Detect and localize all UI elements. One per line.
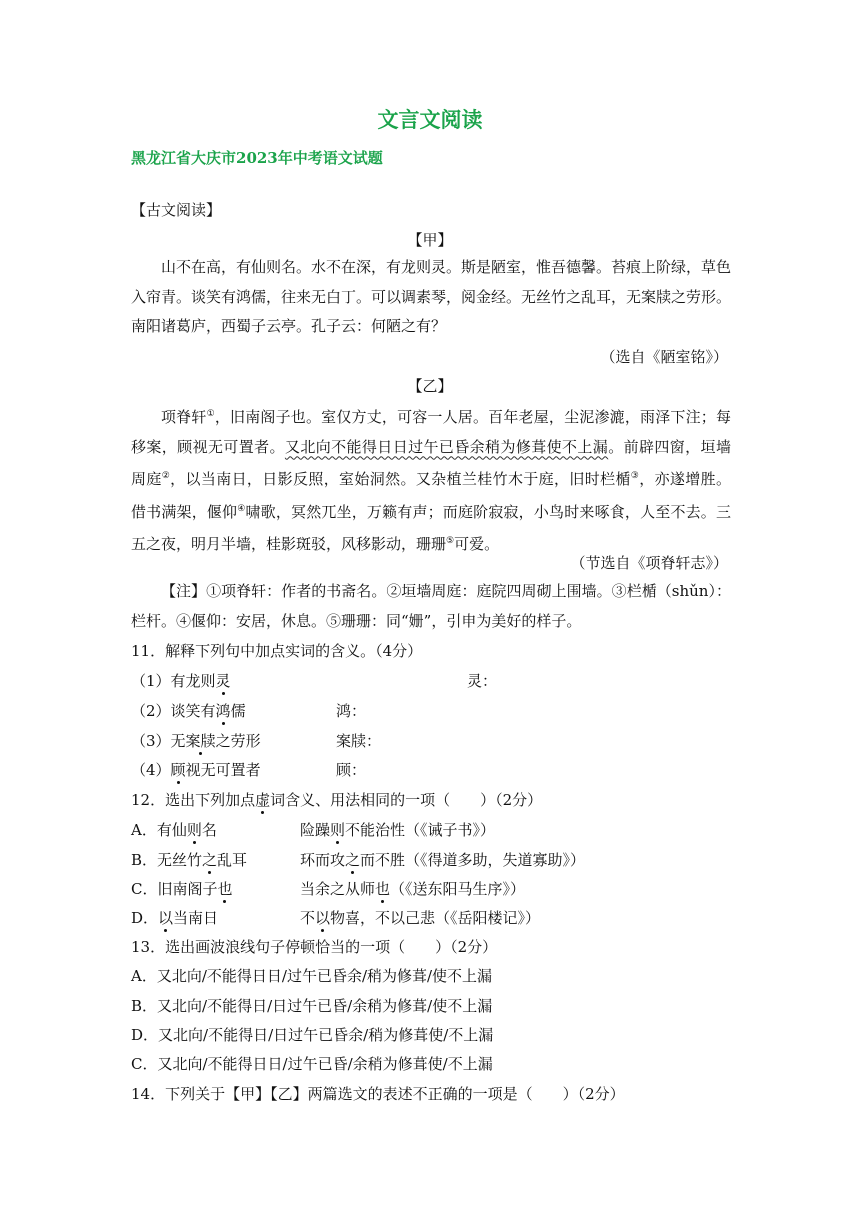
- yi-heading: 【乙】: [407, 377, 453, 395]
- page-title: 文言文阅读: [377, 107, 483, 132]
- q14-stem: 14．下列关于【甲】【乙】两篇选文的表述不正确的一项是（ ）（2分）: [131, 1085, 625, 1103]
- q13-option: B．又北向/不能得日/日过午已昏/余稍为修葺/使不上漏: [131, 997, 493, 1015]
- q13-option: C．又北向/不能得日日/过午已昏/余稍为修葺使/不上漏: [131, 1055, 493, 1073]
- q13-stem: 13．选出画波浪线句子停顿恰当的一项（ ）（2分）: [131, 938, 498, 956]
- section-label: 【古文阅读】: [131, 201, 222, 219]
- page-subtitle: 黑龙江省大庆市2023年中考语文试题: [131, 149, 383, 167]
- q11-item: （4）顾视无可置者 顾：: [131, 761, 367, 779]
- q12-option: C．旧南阁子也 当余之从师也（《送东阳马生序》）: [131, 880, 526, 898]
- q11-item: （3）无案牍之劳形 案牍：: [131, 732, 382, 750]
- q11-stem: 11．解释下列句中加点实词的含义。（4分）: [131, 642, 423, 660]
- q12-option: A．有仙则名 险躁则不能治性（《诫子书》）: [131, 821, 496, 839]
- annotation-note: 【注】①项脊轩：作者的书斋名。②垣墙周庭：庭院四周砌上围墙。③栏楯（shǔn）：栏杆。④偃仰：安居，休息。⑤珊珊：同“姗”，引申为美好的样子。: [131, 582, 731, 630]
- q12-stem: 12．选出下列加点虚词含义、用法相同的一项（ ）（2分）: [131, 791, 543, 809]
- yi-source: （节选自《项脊轩志》）: [570, 554, 728, 572]
- q13-option: A．又北向/不能得日日/过午已昏余/稍为修葺/使不上漏: [131, 967, 493, 985]
- q13-option: D．又北向/不能得日/日过午已昏余/稍为修葺使/不上漏: [131, 1026, 494, 1044]
- q12-option: B．无丝竹之乱耳 环而攻之而不胜（《得道多助，失道寡助》）: [131, 851, 586, 869]
- yi-paragraph: 项脊轩①，旧南阁子也。室仅方丈，可容一人居。百年老屋，尘泥渗漉，雨泽下注；每移案，顾视无可置者。又北向不能得日日过午已昏余稍为修葺使不上漏。前辟四窗，垣墙周庭②，以当南日，日影反照，室始洞然。又杂植兰桂竹木于庭，旧时栏楯③，亦遂增胜。借书满架，偃仰④啸歌，冥然兀坐，万籁有声；而庭阶寂寂，小鸟时来啄食，人至不去。三五之夜，明月半墙，桂影斑驳，风移影动，珊珊⑤可爱。: [131, 408, 731, 553]
- jia-heading: 【甲】: [407, 231, 453, 249]
- q11-item: （2）谈笑有鸿儒 鸿：: [131, 702, 367, 720]
- q12-option: D．以当南日 不以物喜，不以己悲（《岳阳楼记》）: [131, 909, 541, 927]
- jia-paragraph: 山不在高，有仙则名。水不在深，有龙则灵。斯是陋室，惟吾德馨。苔痕上阶绿，草色入帘青。谈笑有鸿儒，往来无白丁。可以调素琴，阅金经。无丝竹之乱耳，无案牍之劳形。南阳诸葛庐，西蜀子云亭。孔子云：何陋之有？: [131, 258, 732, 335]
- wavy-underlined-sentence: 又北向不能得日日过午已昏余稍为修葺使不上漏: [284, 437, 609, 456]
- q11-item: （1）有龙则灵 灵：: [131, 672, 498, 690]
- jia-source: （选自《陋室铭》）: [600, 348, 728, 366]
